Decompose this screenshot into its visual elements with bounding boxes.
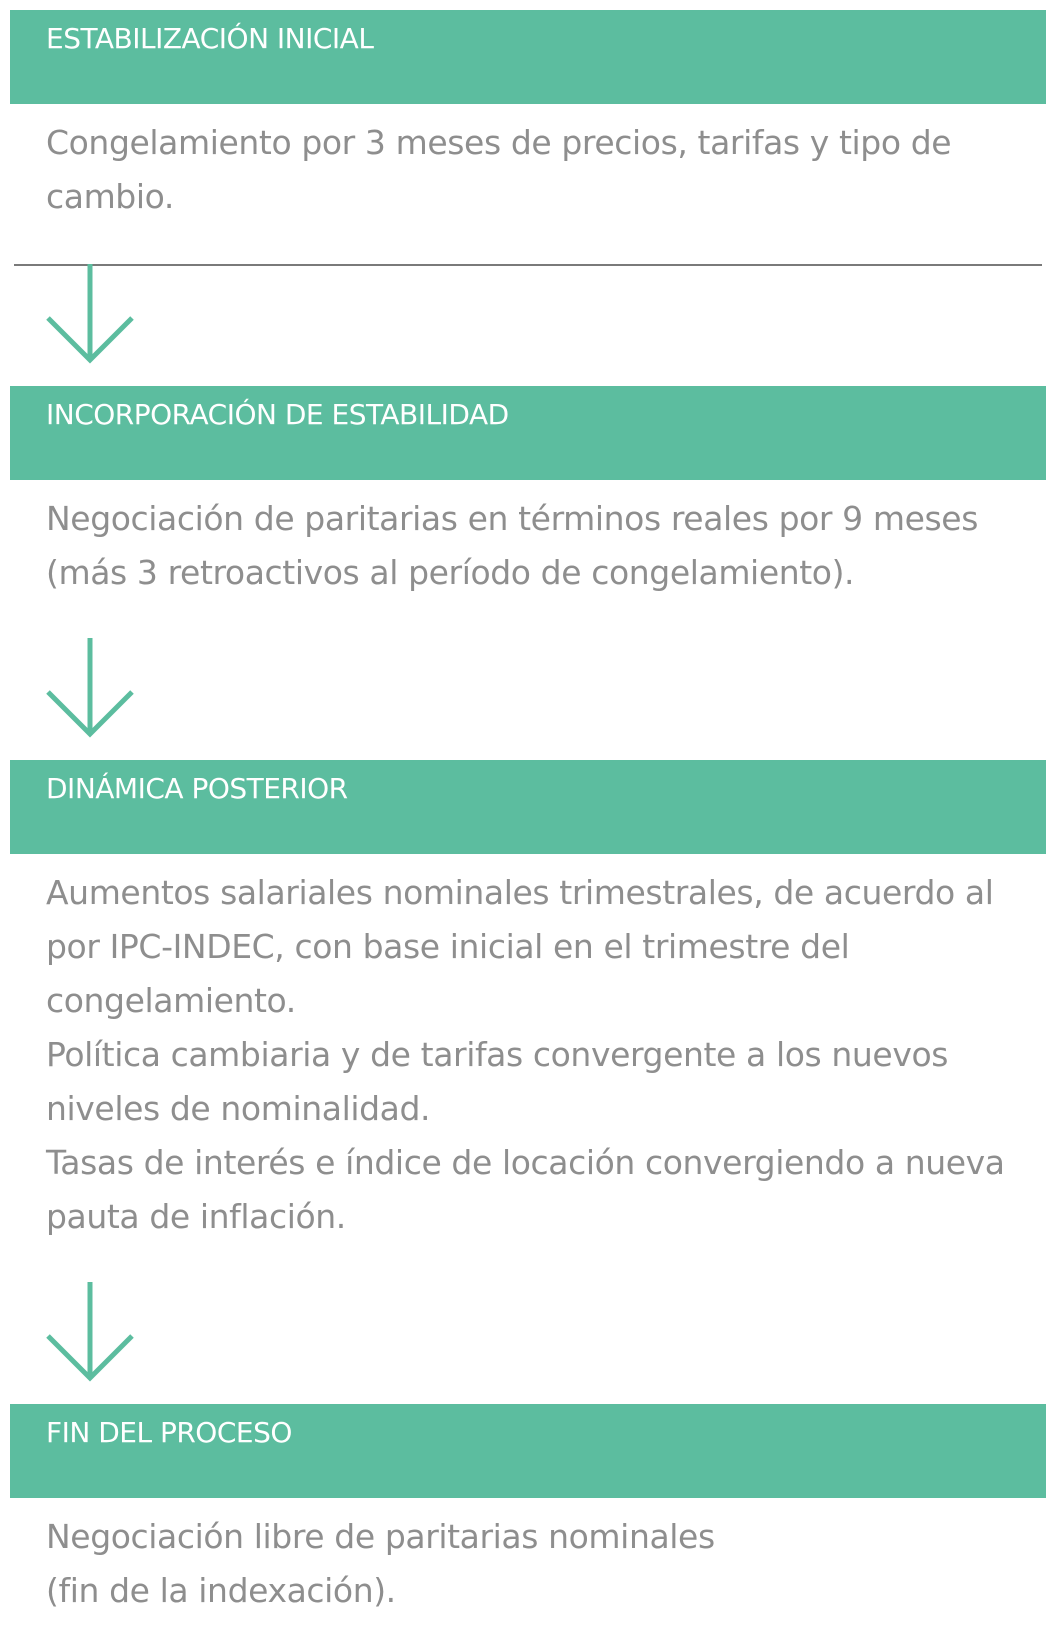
step-3-header bbox=[10, 760, 1046, 854]
step-2-header bbox=[10, 386, 1046, 480]
step-4-description bbox=[46, 1510, 1036, 1618]
step-4-title: FIN DEL PROCESO bbox=[46, 1416, 292, 1449]
arrow-down-icon bbox=[44, 1282, 136, 1388]
step-3-paragraph-3: Tasas de interés e índice de locación convergiendo a nueva pauta de inflación. bbox=[46, 1143, 1005, 1236]
step-2-description bbox=[46, 492, 1036, 600]
step-4-paragraph-2: (fin de la indexación). bbox=[46, 1571, 396, 1610]
step-2-title: INCORPORACIÓN DE ESTABILIDAD bbox=[46, 398, 509, 431]
step-3-description bbox=[46, 866, 1036, 1244]
step-1-description bbox=[46, 116, 1036, 224]
step-4-header bbox=[10, 1404, 1046, 1498]
step-3-paragraph-2: Política cambiaria y de tarifas convergente a los nuevos niveles de nominalidad. bbox=[46, 1035, 949, 1128]
step-1-header bbox=[10, 10, 1046, 104]
arrow-down-icon bbox=[44, 638, 136, 744]
step-3-title: DINÁMICA POSTERIOR bbox=[46, 772, 348, 805]
step-1-title: ESTABILIZACIÓN INICIAL bbox=[46, 22, 374, 55]
step-3-paragraph-1: Aumentos salariales nominales trimestrales, de acuerdo al por IPC-INDEC, con base inicial en el trimestre del congelamiento. bbox=[46, 873, 994, 1020]
step-4-paragraph-1: Negociación libre de paritarias nominales bbox=[46, 1517, 715, 1556]
step-1-paragraph: Congelamiento por 3 meses de precios, tarifas y tipo de cambio. bbox=[46, 123, 952, 216]
section-divider bbox=[14, 264, 1042, 266]
arrow-down-icon bbox=[44, 264, 136, 370]
step-2-paragraph: Negociación de paritarias en términos reales por 9 meses (más 3 retroactivos al período de congelamiento). bbox=[46, 499, 978, 592]
